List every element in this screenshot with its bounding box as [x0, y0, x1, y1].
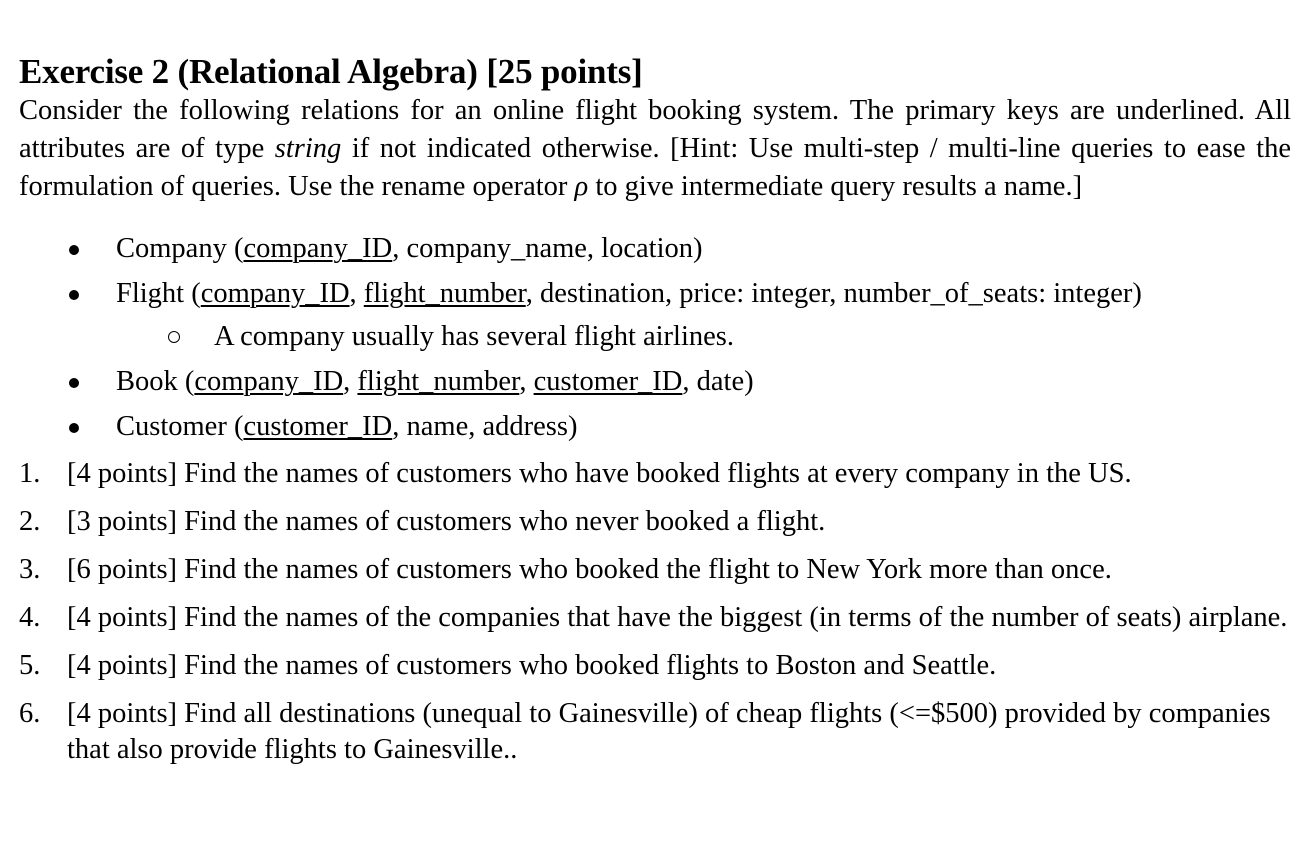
primary-key: company_ID — [243, 233, 393, 264]
question-number: 6. — [19, 698, 41, 729]
primary-key: customer_ID — [533, 366, 683, 397]
question-text: [4 points] Find the names of customers who booked flights to Boston and Seattle. — [67, 650, 997, 681]
relation-rest: , name, address) — [392, 411, 578, 442]
relation-rest: , company_name, location) — [392, 233, 703, 264]
key-separator: , — [349, 278, 364, 309]
primary-key: company_ID — [200, 278, 350, 309]
question-number: 2. — [19, 506, 41, 537]
relation-prefix: Company ( — [116, 233, 244, 264]
relation-prefix: Customer ( — [116, 411, 244, 442]
question-number: 5. — [19, 650, 41, 681]
intro-italic-string: string — [274, 133, 342, 164]
note-text: A company usually has several flight airlines. — [214, 321, 734, 352]
key-separator: , — [343, 366, 358, 397]
relation-book — [19, 365, 1291, 399]
primary-key: flight_number — [363, 278, 526, 309]
question-item — [19, 552, 1291, 588]
question-item — [19, 504, 1291, 540]
question-text: [4 points] Find all destinations (unequal to Gainesville) of cheap flights (<=$500) provided by companies that also provide flights to Gainesville.. — [67, 698, 1271, 765]
relation-flight-note — [19, 320, 1291, 354]
question-item — [19, 696, 1291, 768]
question-item — [19, 600, 1291, 636]
intro-text-3: to give intermediate query results a name.] — [588, 171, 1083, 202]
primary-key: company_ID — [194, 366, 344, 397]
key-separator: , — [519, 366, 534, 397]
relation-company — [19, 232, 1291, 266]
bullet-icon — [69, 423, 79, 433]
exercise-title: Exercise 2 (Relational Algebra) [25 points] — [19, 52, 643, 91]
bullet-icon — [69, 245, 79, 255]
question-text: [6 points] Find the names of customers who booked the flight to New York more than once. — [67, 554, 1112, 585]
primary-key: flight_number — [357, 366, 520, 397]
intro-text-2: if not indicated otherwise. [Hint: Use multi-step / multi-line queries to ease the formulation of queries. Use the rename operator — [19, 133, 1292, 202]
intro-text-1: Consider the following relations for an online flight booking system. The primary keys are underlined. All attributes are of type — [19, 95, 1291, 164]
exercise-intro — [19, 92, 1291, 206]
exercise-page — [19, 52, 1291, 780]
relation-rest: , date) — [682, 366, 754, 397]
primary-key: customer_ID — [243, 411, 393, 442]
question-number: 1. — [19, 458, 41, 489]
relation-rest: , destination, price: integer, number_of_seats: integer) — [525, 278, 1142, 309]
relation-prefix: Book ( — [116, 366, 195, 397]
question-item — [19, 648, 1291, 684]
bullet-icon — [69, 290, 79, 300]
relation-prefix: Flight ( — [116, 278, 201, 309]
question-number: 3. — [19, 554, 41, 585]
rho-symbol: ρ — [574, 171, 589, 202]
question-item — [19, 456, 1291, 492]
relation-flight — [19, 277, 1291, 311]
questions-list — [19, 456, 1291, 768]
relation-customer — [19, 410, 1291, 444]
relations-list — [19, 232, 1291, 444]
question-text: [4 points] Find the names of customers who have booked flights at every company in the US. — [67, 458, 1132, 489]
question-text: [4 points] Find the names of the companies that have the biggest (in terms of the number of seats) airplane. — [67, 602, 1288, 633]
bullet-icon — [69, 378, 79, 388]
question-number: 4. — [19, 602, 41, 633]
question-text: [3 points] Find the names of customers who never booked a flight. — [67, 506, 826, 537]
circle-bullet-icon — [168, 331, 180, 343]
